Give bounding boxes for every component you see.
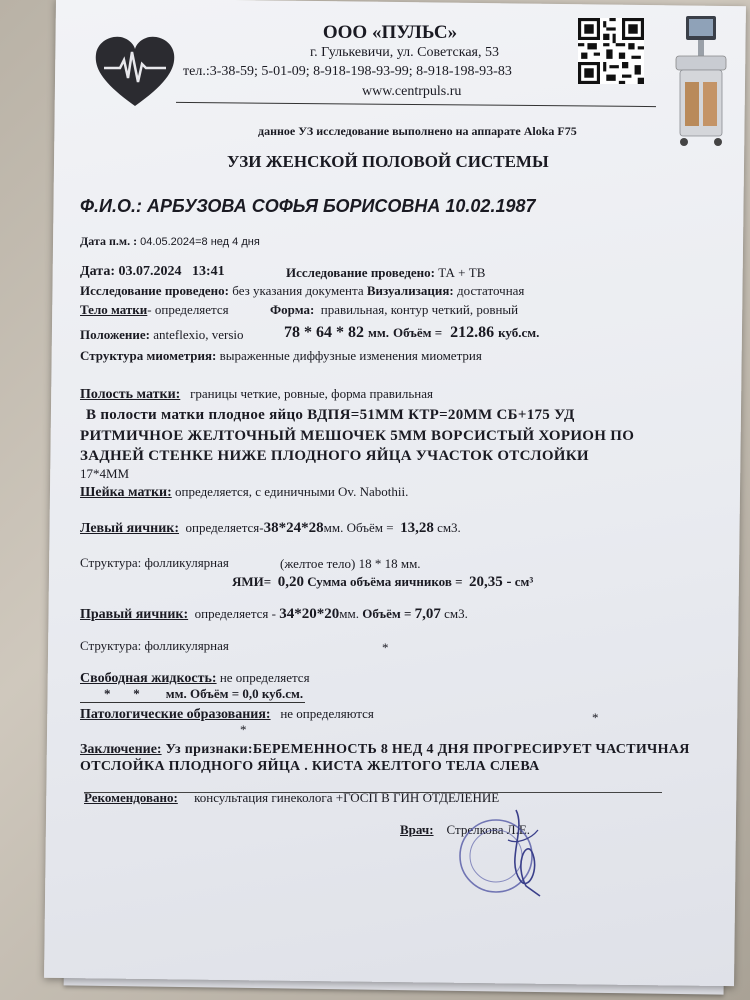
uterus-form-label: Форма: xyxy=(270,302,315,317)
right-ovary-value: определяется - xyxy=(194,606,276,621)
uterus-dims: 78 * 64 * 82 xyxy=(284,324,364,341)
visualization-label: Визуализация: xyxy=(366,283,454,298)
recommended-label: Рекомендовано: xyxy=(84,790,178,805)
left-ovary-structure: фолликулярная xyxy=(144,555,229,570)
fluid-volume: * * мм. Объём = 0,0 куб.см. xyxy=(80,686,305,703)
left-ovary-label: Левый яичник: xyxy=(80,521,180,536)
conclusion-label: Заключение: xyxy=(80,742,162,757)
myometrium-label: Структура миометрия: xyxy=(80,348,217,363)
left-ovary-dims-unit: мм. xyxy=(323,520,344,535)
uterus-form-value: правильная, контур четкий, ровный xyxy=(320,302,519,317)
right-ovary-dims-unit: мм. xyxy=(339,606,359,621)
left-ovary-volume-unit: см3. xyxy=(437,520,461,535)
cavity-label: Полость матки: xyxy=(80,387,181,402)
left-ovary-value: определяется- xyxy=(185,520,264,535)
right-ovary-volume-label: Объём = xyxy=(362,606,412,621)
lmp-label: Дата п.м. : xyxy=(80,234,138,248)
document-title: УЗИ ЖЕНСКОЙ ПОЛОВОЙ СИСТЕМЫ xyxy=(227,152,549,171)
cervix-label: Шейка матки: xyxy=(80,485,172,500)
device-note: данное УЗ исследование выполнено на аппарате Aloka F75 xyxy=(258,124,577,138)
ovary-sum-unit: см³ xyxy=(514,574,534,589)
org-phones: тел.:3-38-59; 5-01-09; 8-918-198-93-99; 8-918-198-93-83 xyxy=(183,64,512,79)
asterisk-mark: * xyxy=(382,640,389,655)
org-name: ООО «ПУЛЬС» xyxy=(322,22,458,43)
exam-conducted: без указания документа xyxy=(232,283,364,298)
visualization-value: достаточная xyxy=(457,283,525,298)
left-ovary-volume-label: Объём = xyxy=(346,520,394,535)
doctor-name: Стрелкова Л.Е. xyxy=(446,822,531,837)
ovary-sum-value: 20,35 - xyxy=(469,574,512,590)
lmp-value: 04.05.2024=8 нед 4 дня xyxy=(140,236,260,248)
ultrasound-machine-image xyxy=(668,12,734,152)
fluid-value: не определяется xyxy=(219,670,310,685)
patient-name: АРБУЗОВА СОФЬЯ БОРИСОВНА 10.02.1987 xyxy=(147,196,536,216)
exam-conducted-label: Исследование проведено: xyxy=(80,283,229,298)
corpus-luteum: (желтое тело) 18 * 18 мм. xyxy=(280,556,421,571)
yami-label: ЯМИ= xyxy=(232,574,272,589)
cavity-line-1: В полости матки плодное яйцо ВДПЯ=51ММ КТР=20ММ СБ+175 УД xyxy=(86,407,575,423)
uterus-position-value: anteflexio, versio xyxy=(153,327,244,342)
org-address: г. Гулькевичи, ул. Советская, 53 xyxy=(310,45,499,60)
uterus-body-label: Тело матки xyxy=(80,302,148,317)
asterisk-mark-2: * xyxy=(592,710,599,725)
left-ovary-volume: 13,28 xyxy=(400,520,434,536)
cavity-value: границы четкие, ровные, форма правильная xyxy=(190,386,433,401)
right-ovary-dims: 34*20*20 xyxy=(279,606,340,622)
exam-method-label: Исследование проведено: xyxy=(286,265,435,280)
exam-date-label: Дата: xyxy=(80,264,115,279)
uterus-body-value: - определяется xyxy=(147,302,229,317)
cavity-line-3: ЗАДНЕЙ СТЕНКЕ НИЖЕ ПЛОДНОГО ЯЙЦА УЧАСТОК ОТСЛОЙКИ xyxy=(80,448,589,464)
conclusion-line-1: Уз признаки:БЕРЕМЕННОСТЬ 8 НЕД 4 ДНЯ ПРОГРЕСИРУЕТ ЧАСТИЧНАЯ xyxy=(165,742,690,757)
cervix-value: определяется, с единичными Ov. Nabothii. xyxy=(175,484,409,499)
uterus-volume-label: Объём = xyxy=(392,325,443,340)
uterus-volume: 212.86 xyxy=(450,324,495,341)
doctor-label: Врач: xyxy=(400,822,434,837)
myometrium-value: выраженные диффузные изменения миометрия xyxy=(219,348,482,363)
right-ovary-structure: фолликулярная xyxy=(144,638,229,653)
right-ovary-structure-label: Структура: xyxy=(80,638,142,653)
right-ovary-volume: 7,07 xyxy=(414,606,441,622)
ovary-sum-label: Сумма объёма яичников = xyxy=(307,574,463,589)
org-website: www.centrpuls.ru xyxy=(362,84,462,99)
right-ovary-volume-unit: см3. xyxy=(444,606,468,621)
uterus-position-label: Положение: xyxy=(80,327,151,342)
cavity-line-4: 17*4ММ xyxy=(80,466,130,481)
cavity-line-2: РИТМИЧНОЕ ЖЕЛТОЧНЫЙ МЕШОЧЕК 5ММ ВОРСИСТЫЙ ХОРИОН ПО xyxy=(80,428,635,444)
right-ovary-label: Правый яичник: xyxy=(80,607,189,622)
exam-date: 03.07.2024 xyxy=(118,264,182,279)
uterus-volume-unit: куб.см. xyxy=(498,325,540,340)
left-ovary-dims: 38*24*28 xyxy=(263,520,324,536)
conclusion-line-2: ОТСЛОЙКА ПЛОДНОГО ЯЙЦА . КИСТА ЖЕЛТОГО ТЕЛА СЛЕВА xyxy=(80,759,540,774)
yami-value: 0,20 xyxy=(277,574,304,590)
patient-label: Ф.И.О.: xyxy=(80,196,142,216)
asterisk-mark-3: * xyxy=(240,722,247,737)
uterus-dims-unit: мм. xyxy=(368,325,389,340)
fluid-label: Свободная жидкость: xyxy=(80,671,217,686)
recommendation-rule xyxy=(84,792,662,793)
pathology-label: Патологические образования: xyxy=(80,707,271,722)
pathology-value: не определяются xyxy=(280,706,374,721)
exam-time: 13:41 xyxy=(191,264,225,279)
qr-code-icon xyxy=(578,18,644,84)
exam-method: ТА + ТВ xyxy=(438,265,486,280)
heart-logo-icon xyxy=(94,34,176,108)
left-ovary-structure-label: Структура: xyxy=(80,555,142,570)
doctor-stamp-signature xyxy=(456,800,576,910)
recommended-value: консультация гинеколога +ГОСП В ГИН ОТДЕЛЕНИЕ xyxy=(194,790,500,805)
